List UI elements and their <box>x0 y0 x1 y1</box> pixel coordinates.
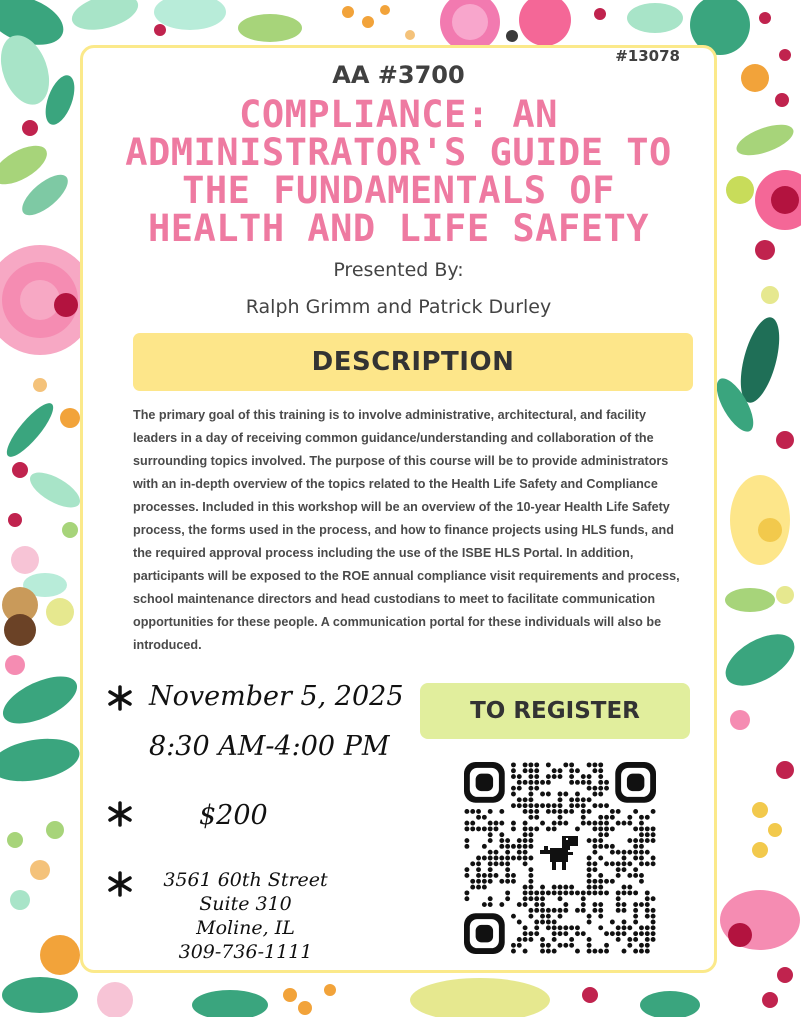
qr-code-icon[interactable] <box>464 762 656 954</box>
description-body: The primary goal of this training is to involve administrative, architectural, and facility leaders in a day of receiving common guidance/understanding and collaboration of the surrounding topics involved. The purpose of this course will be to provide administrators with an in-depth overview of the topics related to the Health Life Safety and Compliance processes. Included in this workshop will be an overview of the 10-year Health Life Safety process, the forms used in the process, and how to finance projects using HLS funds, and the required approval process including the use of the ISBE HLS Portal. In addition, participants will be exposed to the ROE annual compliance visit requirements and process, school maintenance directors and head custodians to meet to facilitate communication opportunities for these people. A communication portal for these individuals will also be introduced. <box>133 408 680 652</box>
presented-by-label: Presented By: <box>333 259 464 281</box>
address-street: 3561 60th Street <box>163 869 328 891</box>
event-code: #13078 <box>615 47 680 65</box>
asterisk-icon <box>107 871 133 897</box>
address-suite: Suite 310 <box>199 893 292 915</box>
asterisk-icon <box>107 685 133 711</box>
address-phone: 309-736-1111 <box>178 941 313 963</box>
event-time: 8:30 AM-4:00 PM <box>149 731 390 762</box>
course-title <box>93 93 704 250</box>
address-city: Moline, IL <box>196 917 295 939</box>
course-number: AA #3700 <box>332 61 465 89</box>
event-price: $200 <box>199 800 268 831</box>
title-line: THE FUNDAMENTALS OF <box>182 169 615 212</box>
register-button[interactable]: TO REGISTER <box>420 683 690 739</box>
dinosaur-icon <box>540 836 578 870</box>
title-line: COMPLIANCE: AN <box>239 93 558 136</box>
event-address <box>143 868 348 964</box>
presenters: Ralph Grimm and Patrick Durley <box>245 296 552 318</box>
title-line: HEALTH AND LIFE SAFETY <box>147 207 650 250</box>
event-date: November 5, 2025 <box>149 681 404 712</box>
title-line: ADMINISTRATOR'S GUIDE TO <box>125 131 672 174</box>
flyer-card <box>80 45 717 973</box>
asterisk-icon <box>107 801 133 827</box>
description-heading: DESCRIPTION <box>133 333 693 391</box>
